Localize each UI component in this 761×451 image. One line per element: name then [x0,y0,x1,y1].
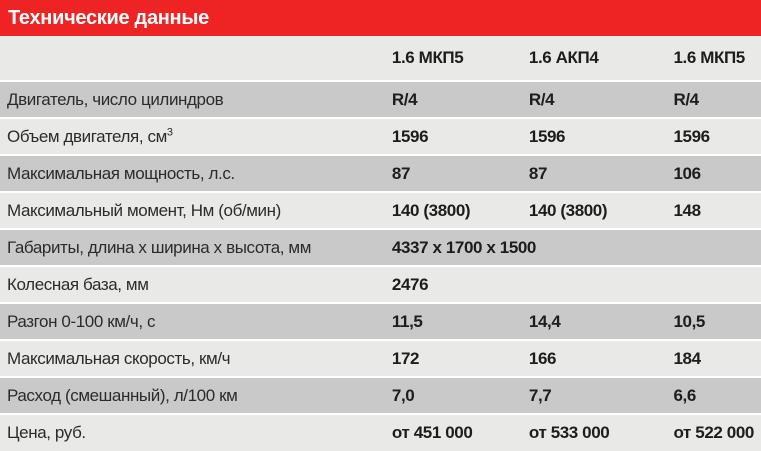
cell-value: 184 [673,348,701,368]
title-bar [0,0,761,36]
table-row [0,81,761,118]
header-label-spacer [0,36,392,81]
cell-value: 7,0 [391,385,415,405]
cell-value: 140 (3800) [528,200,608,220]
table-row [0,340,761,377]
cell-value: от 522 000 [673,423,754,442]
row-label: Максимальный момент, Нм (об/мин) [7,200,281,220]
cell-value: 148 [673,200,701,220]
cell-value: от 451 000 [391,423,473,442]
cell-value: 172 [391,348,420,368]
cell-value: 1596 [673,126,710,146]
row-label: Двигатель, число цилиндров [7,89,224,109]
table-row [0,266,761,303]
cell-value: 166 [528,348,557,368]
table-row [0,377,761,414]
specs-table-body [0,81,761,451]
cell-value: R/4 [528,89,555,109]
row-label: Габариты, длина x ширина x высота, мм [7,237,312,257]
cell-value: 140 (3800) [391,200,471,220]
table-row [0,118,761,155]
cell-value: 1596 [391,126,429,146]
row-label: Максимальная мощность, л.с. [7,163,235,183]
cell-value: 1596 [528,126,566,146]
cell-value: 106 [673,163,701,183]
row-label: Цена, руб. [7,423,86,442]
page-title: Технические данные [8,6,209,29]
row-span-value: 2476 [391,274,429,294]
cell-value: 87 [528,163,547,183]
row-label: Объем двигателя, $см^3$ [7,125,173,146]
row-label: Расход (смешанный), л/100 км [7,385,238,405]
row-label: Максимальная скорость, км/ч [7,348,231,368]
table-row [0,303,761,340]
cell-value: 6,6 [673,385,696,405]
table-row [0,192,761,229]
column-header-0: 1.6 МКП5 [391,48,464,67]
specs-table-header [0,36,761,81]
column-header-1: 1.6 АКП4 [528,48,599,67]
row-label: Разгон 0-100 км/ч, с [7,311,156,331]
cell-value: от 533 000 [528,423,610,442]
row-label: Колесная база, мм [7,274,149,294]
table-row [0,229,761,266]
cell-value: 14,4 [528,311,561,331]
cell-value: R/4 [391,89,418,109]
cell-value: 11,5 [391,311,423,331]
specs-table [0,36,761,451]
row-span-value: 4337 x 1700 x 1500 [391,237,536,257]
cell-value: 87 [391,163,411,183]
row-label-superscript: 3 [166,125,173,138]
header-row [0,36,761,81]
cell-value: R/4 [673,89,699,109]
table-row [0,155,761,192]
cell-value: 7,7 [528,385,552,405]
column-header-2: 1.6 МКП5 [673,48,745,67]
table-row [0,414,761,451]
cell-value: 10,5 [673,311,705,331]
